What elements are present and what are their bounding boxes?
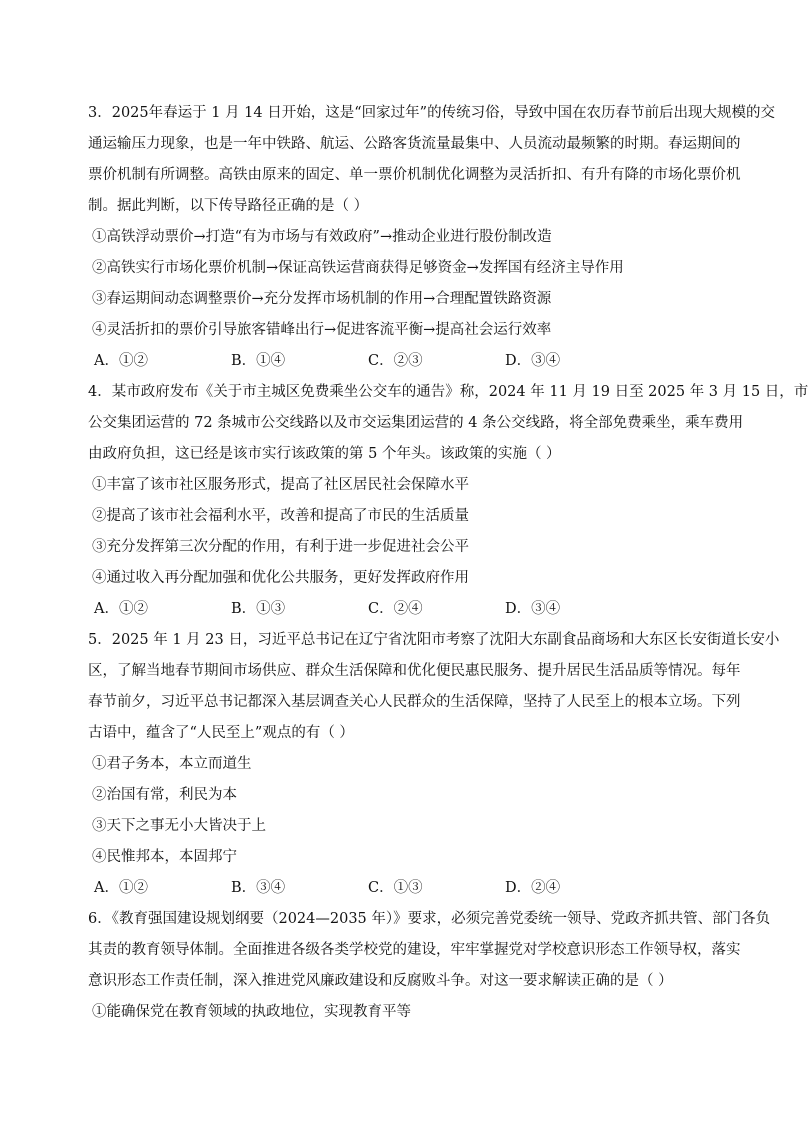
statement-option: ②高铁实行市场化票价机制→保证高铁运营商获得足够资金→发挥国有经济主导作用 (92, 260, 624, 276)
statement-option: ①君子务本，本立而道生 (92, 756, 252, 772)
question-stem-line: 6．《教育强国建设规划纲要（2024—2035 年）》要求，必须完善党委统一领导、党政齐抓共管、部门各负 (88, 911, 771, 927)
choice-c: C．②③ (368, 353, 423, 369)
statement-option: ②治国有常，利民为本 (92, 787, 237, 803)
statement-option: ①能确保党在教育领域的执政地位，实现教育平等 (92, 1004, 411, 1020)
statement-option: ③充分发挥第三次分配的作用，有利于进一步促进社会公平 (92, 539, 469, 555)
question-stem-line: 制。据此判断，以下传导路径正确的是（ ） (88, 198, 369, 214)
choice-b: B．①③ (231, 601, 286, 617)
question-4 (88, 377, 808, 625)
statement-option: ①高铁浮动票价→打造“有为市场与有效政府”→推动企业进行股份制改造 (92, 229, 552, 245)
question-stem-line: 由政府负担，这已经是该市实行该政策的第 5 个年头。该政策的实施（ ） (88, 446, 561, 462)
statement-option: ③春运期间动态调整票价→充分发挥市场机制的作用→合理配置铁路资源 (92, 291, 552, 307)
question-stem-line: 通运输压力现象，也是一年中铁路、航运、公路客货流量最集中、人员流动最频繁的时期。春运期间的 (88, 136, 741, 152)
question-stem-line: 5．2025 年 1 月 23 日，习近平总书记在辽宁省沈阳市考察了沈阳大东副食品商场和大东区长安街道长安小 (88, 632, 780, 648)
question-6 (88, 904, 771, 1028)
statement-option: ④灵活折扣的票价引导旅客错峰出行→促进客流平衡→提高社会运行效率 (92, 322, 552, 338)
question-stem-line: 4．某市政府发布《关于市主城区免费乘坐公交车的通告》称，2024 年 11 月 19 日至 2025 年 3 月 15 日，市 (88, 384, 808, 400)
question-stem-line: 春节前夕，习近平总书记都深入基层调查关心人民群众的生活保障，坚持了人民至上的根本立场。下列 (88, 694, 741, 710)
question-stem-line: 意识形态工作责任制，深入推进党风廉政建设和反腐败斗争。对这一要求解读正确的是（ ） (88, 973, 673, 989)
question-stem-line: 古语中，蕴含了“人民至上”观点的有（ ） (88, 725, 354, 741)
question-3 (88, 98, 776, 377)
choice-b: B．①④ (231, 353, 286, 369)
answer-choices (88, 873, 728, 904)
answer-choices (88, 346, 728, 377)
statement-option: ①丰富了该市社区服务形式，提高了社区居民社会保障水平 (92, 477, 469, 493)
choice-a: A．①② (94, 353, 148, 369)
question-5 (88, 625, 780, 904)
choice-a: A．①② (94, 880, 148, 896)
statement-option: ④民惟邦本，本固邦宁 (92, 849, 237, 865)
statement-option: ④通过收入再分配加强和优化公共服务，更好发挥政府作用 (92, 570, 469, 586)
choice-b: B．③④ (231, 880, 286, 896)
choice-d: D．②④ (505, 880, 561, 896)
question-stem-line: 其责的教育领导体制。全面推进各级各类学校党的建设，牢牢掌握党对学校意识形态工作领导权，落实 (88, 942, 741, 958)
question-stem-line: 公交集团运营的 72 条城市公交线路以及市交运集团运营的 4 条公交线路，将全部免费乘坐，乘车费用 (88, 415, 744, 431)
choice-d: D．③④ (505, 353, 561, 369)
question-stem-line: 区，了解当地春节期间市场供应、群众生活保障和优化便民惠民服务、提升居民生活品质等情况。每年 (88, 663, 741, 679)
statement-option: ②提高了该市社会福利水平，改善和提高了市民的生活质量 (92, 508, 469, 524)
question-list (88, 98, 808, 1028)
answer-choices (88, 594, 728, 625)
question-stem-line: 票价机制有所调整。高铁由原来的固定、单一票价机制优化调整为灵活折扣、有升有降的市场化票价机 (88, 167, 741, 183)
choice-a: A．①② (94, 601, 148, 617)
statement-option: ③天下之事无小大皆决于上 (92, 818, 266, 834)
question-stem-line: 3．2025年春运于 1 月 14 日开始，这是“回家过年”的传统习俗，导致中国在农历春节前后出现大规模的交 (88, 105, 776, 121)
choice-d: D．③④ (505, 601, 561, 617)
choice-c: C．①③ (368, 880, 423, 896)
choice-c: C．②④ (368, 601, 423, 617)
